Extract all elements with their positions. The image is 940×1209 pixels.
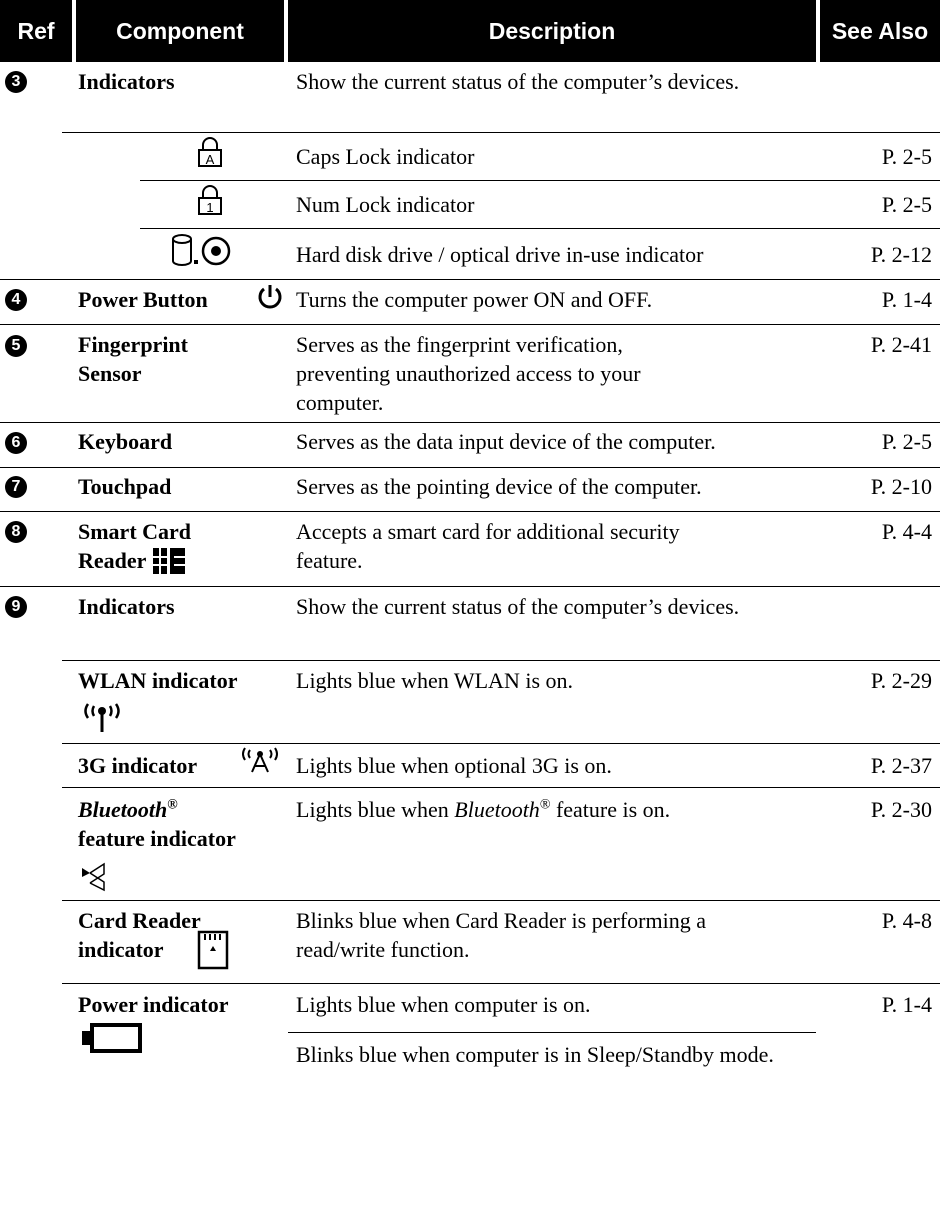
description-text: Blinks blue when Card Reader is performing a read/write function.	[296, 908, 706, 962]
header-component: Component	[76, 0, 284, 62]
component-3g-indicator: 3G indicator	[78, 753, 198, 778]
ref-badge: 7	[5, 476, 27, 498]
description-text: Caps Lock indicator	[296, 144, 475, 169]
num-lock-icon	[196, 184, 224, 216]
ref-badge: 9	[5, 596, 27, 618]
description-text: Num Lock indicator	[296, 192, 475, 217]
description-text: Lights blue when Bluetooth® feature is on.	[296, 797, 671, 822]
3g-icon	[236, 744, 284, 774]
see-also: P. 4-4	[881, 519, 932, 544]
wlan-icon	[80, 698, 124, 734]
see-also: P. 4-8	[881, 908, 932, 933]
smart-card-icon	[152, 547, 186, 575]
component-fingerprint-sensor: Fingerprint Sensor	[78, 332, 188, 386]
bluetooth-label-rest: feature indicator	[78, 826, 236, 851]
see-also: P. 2-5	[881, 144, 932, 169]
see-also: P. 2-10	[870, 474, 932, 499]
header-see-also: See Also	[820, 0, 940, 62]
description-text: Serves as the fingerprint verification, preventing unauthorized access to your computer.	[296, 332, 641, 415]
see-also: P. 2-29	[870, 668, 932, 693]
description-text: Serves as the pointing device of the computer.	[296, 474, 702, 499]
description-text: Lights blue when computer is on.	[296, 992, 591, 1017]
header-ref: Ref	[0, 0, 72, 62]
svg-text:1: 1	[206, 200, 214, 215]
see-also: P. 2-30	[870, 797, 932, 822]
description-text: Show the current status of the computer’s devices.	[296, 69, 740, 94]
description-text: Lights blue when optional 3G is on.	[296, 753, 612, 778]
component-smart-card-reader: Smart Card Reader	[78, 519, 192, 573]
see-also: P. 2-5	[881, 429, 932, 454]
description-text: Hard disk drive / optical drive in-use indicator	[296, 242, 704, 267]
battery-icon	[80, 1022, 142, 1054]
description-text: Turns the computer power ON and OFF.	[296, 287, 653, 312]
component-power-button: Power Button	[78, 287, 208, 312]
hdd-optical-icon	[170, 232, 232, 268]
component-indicators: Indicators	[78, 594, 175, 619]
card-reader-icon	[197, 930, 229, 970]
registered-mark: ®	[167, 797, 178, 813]
svg-text:A: A	[205, 152, 215, 167]
component-wlan-indicator: WLAN indicator	[78, 668, 238, 693]
ref-badge: 5	[5, 335, 27, 357]
see-also: P. 2-37	[870, 753, 932, 778]
description-text: Show the current status of the computer’s devices.	[296, 594, 740, 619]
bluetooth-icon	[80, 860, 112, 892]
see-also: P. 2-41	[870, 332, 932, 357]
description-text: Accepts a smart card for additional security feature.	[296, 519, 680, 573]
component-bluetooth-indicator	[78, 795, 288, 853]
component-keyboard: Keyboard	[78, 429, 173, 454]
component-touchpad: Touchpad	[78, 474, 172, 499]
bluetooth-italic: Bluetooth	[78, 797, 168, 822]
component-power-indicator: Power indicator	[78, 992, 229, 1017]
description-text: Blinks blue when computer is in Sleep/Standby mode.	[296, 1042, 774, 1067]
caps-lock-icon	[196, 136, 224, 168]
see-also: P. 2-5	[881, 192, 932, 217]
ref-badge: 6	[5, 432, 27, 454]
power-icon	[256, 283, 284, 311]
component-card-reader-indicator: Card Reader indicator	[78, 908, 201, 962]
ref-badge: 3	[5, 71, 27, 93]
component-indicators: Indicators	[78, 69, 175, 94]
ref-badge: 8	[5, 521, 27, 543]
see-also: P. 1-4	[881, 992, 932, 1017]
ref-badge: 4	[5, 289, 27, 311]
see-also: P. 1-4	[881, 287, 932, 312]
description-text: Serves as the data input device of the computer.	[296, 429, 716, 454]
header-description: Description	[288, 0, 816, 62]
description-text: Lights blue when WLAN is on.	[296, 668, 574, 693]
see-also: P. 2-12	[870, 242, 932, 267]
